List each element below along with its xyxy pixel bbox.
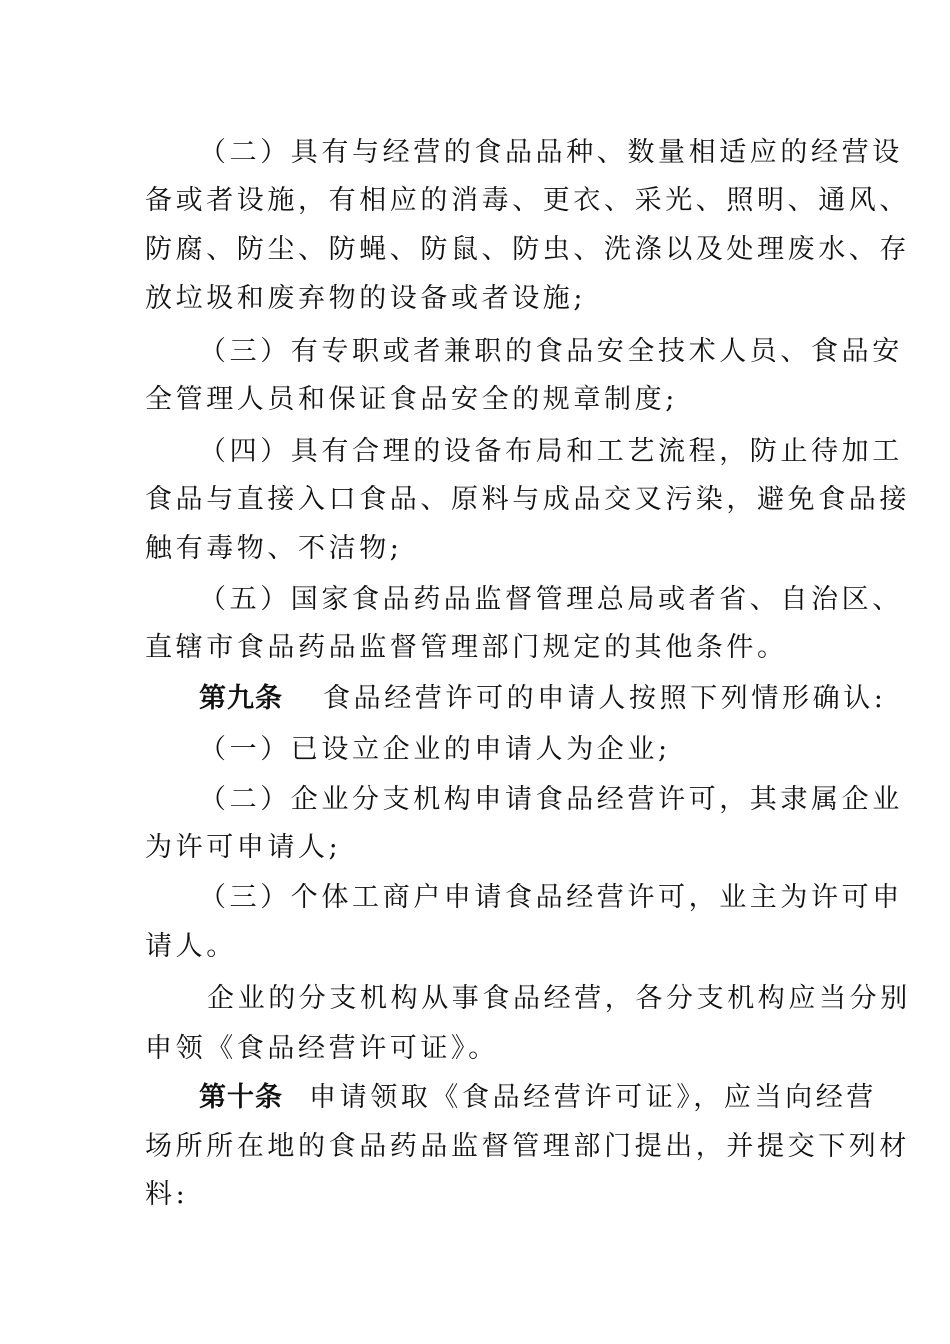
article-9-heading: 第九条 (199, 683, 283, 714)
paragraph-line: （三）个体工商户申请食品经营许可，业主为许可申 (199, 882, 903, 913)
paragraph-line: 备或者设施，有相应的消毒、更衣、采光、照明、通风、 (145, 185, 910, 216)
paragraph-line: （二）企业分支机构申请食品经营许可，其隶属企业 (199, 784, 903, 815)
paragraph-line: 触有毒物、不洁物; (145, 533, 403, 564)
article-9-line (199, 682, 887, 716)
paragraph-line: 全管理人员和保证食品安全的规章制度; (145, 384, 678, 415)
paragraph-line: （一）已设立企业的申请人为企业; (199, 734, 671, 765)
paragraph-line: （二）具有与经营的食品品种、数量相适应的经营设 (199, 137, 903, 168)
paragraph-line: 申领《食品经营许可证》。 (145, 1033, 499, 1064)
article-9-text: 食品经营许可的申请人按照下列情形确认: (323, 683, 887, 714)
paragraph-line: 食品与直接入口食品、原料与成品交叉污染，避免食品接 (145, 484, 910, 515)
paragraph-line: 为许可申请人; (145, 832, 342, 863)
paragraph-line: 料: (145, 1179, 189, 1210)
paragraph-line: 放垃圾和废弃物的设备或者设施; (145, 283, 587, 314)
paragraph-line: 防腐、防尘、防蝇、防鼠、防虫、洗涤以及处理废水、存 (145, 234, 910, 265)
paragraph-line: （四）具有合理的设备布局和工艺流程，防止待加工 (199, 436, 903, 467)
article-10-text: 申请领取《食品经营许可证》，应当向经营 (309, 1082, 877, 1113)
article-10-line (199, 1081, 877, 1115)
article-10-heading: 第十条 (199, 1082, 283, 1113)
paragraph-line: 场所所在地的食品药品监督管理部门提出，并提交下列材 (145, 1131, 910, 1162)
paragraph-line: 企业的分支机构从事食品经营，各分支机构应当分别 (207, 983, 911, 1014)
paragraph-line: （三）有专职或者兼职的食品安全技术人员、食品安 (199, 336, 903, 367)
paragraph-line: 直辖市食品药品监督管理部门规定的其他条件。 (145, 632, 788, 663)
paragraph-line: （五）国家食品药品监督管理总局或者省、自治区、 (199, 584, 903, 615)
paragraph-line: 请人。 (145, 931, 237, 962)
